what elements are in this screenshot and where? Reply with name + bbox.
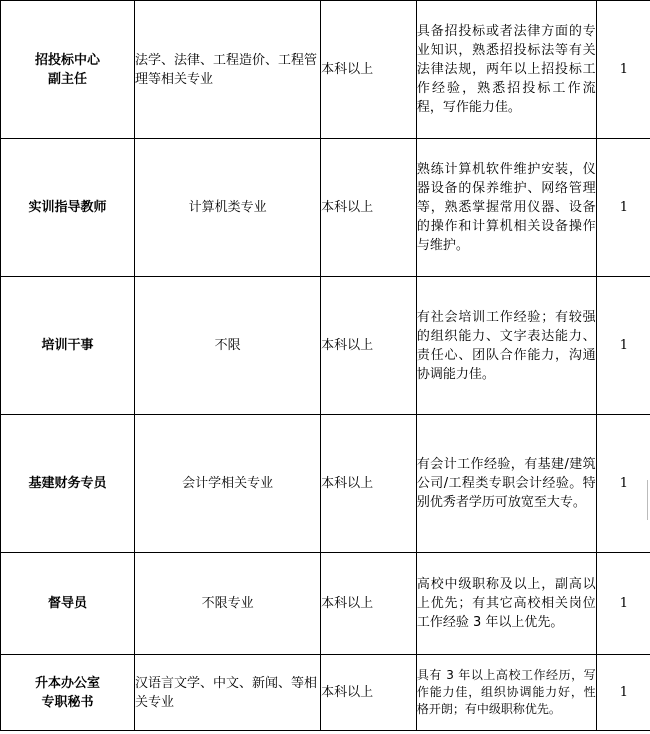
- table-row: [1, 277, 650, 415]
- position-title-line: 基建财务专员: [28, 476, 107, 491]
- headcount-cell: 1: [596, 553, 650, 655]
- headcount-cell: 1: [596, 415, 650, 553]
- requirement-cell: [416, 553, 596, 655]
- position-title-line: 专职秘书: [41, 694, 94, 710]
- position-title-line: 招投标中心: [35, 52, 101, 68]
- position-title-line: 升本办公室: [35, 675, 101, 691]
- table-row: [1, 415, 650, 553]
- position-title-cell: [1, 655, 135, 731]
- degree-cell: 本科以上: [321, 1, 417, 139]
- requirement-cell: [416, 1, 596, 139]
- headcount-cell: 1: [596, 1, 650, 139]
- position-title-cell: [1, 415, 135, 553]
- position-title-line: 督导员: [48, 596, 88, 611]
- position-title-line: 培训干事: [41, 338, 94, 353]
- position-title-line: 副主任: [48, 71, 88, 87]
- requirement-text: 有社会培训工作经验；有较强的组织能力、文字表达能力、责任心、团队合作能力，沟通协调能力佳。: [416, 309, 596, 382]
- requirement-text: 熟练计算机软件维护安装，仪器设备的保养维护、网络管理等，熟悉掌握常用仪器、设备的操作和计算机相关设备操作与维护。: [416, 162, 596, 253]
- table-row: [1, 1, 650, 139]
- table-row: [1, 655, 650, 731]
- requirement-cell: [416, 655, 596, 731]
- major-cell: 法学、法律、工程造价、工程管理等相关专业: [135, 1, 321, 139]
- degree-cell: 本科以上: [321, 415, 417, 553]
- degree-cell: 本科以上: [321, 655, 417, 731]
- headcount-cell: 1: [596, 139, 650, 277]
- major-cell: 不限专业: [135, 553, 321, 655]
- requirement-text: 有会计工作经验，有基建/建筑公司/工程类专职会计经验。特别优秀者学历可放宽至大专。: [416, 457, 596, 510]
- table-row: [1, 139, 650, 277]
- major-cell: 计算机类专业: [135, 139, 321, 277]
- position-title-cell: [1, 553, 135, 655]
- position-title-line: 实训指导教师: [28, 200, 107, 215]
- major-cell: 汉语言文学、中文、新闻、等相关专业: [135, 655, 321, 731]
- position-title-cell: [1, 139, 135, 277]
- requirement-cell: [416, 277, 596, 415]
- requirement-cell: [416, 415, 596, 553]
- major-cell: 会计学相关专业: [135, 415, 321, 553]
- degree-cell: 本科以上: [321, 553, 417, 655]
- position-title-cell: [1, 277, 135, 415]
- degree-cell: 本科以上: [321, 277, 417, 415]
- requirement-cell: [416, 139, 596, 277]
- degree-cell: 本科以上: [321, 139, 417, 277]
- requirement-text: 具备招投标或者法律方面的专业知识，熟悉招投标法等有关法律法规，两年以上招投标工作经验，熟悉招投标工作流程，写作能力佳。: [416, 24, 596, 115]
- position-title-cell: [1, 1, 135, 139]
- table-row: [1, 553, 650, 655]
- headcount-cell: 1: [596, 655, 650, 731]
- requirement-text: 具有 3 年以上高校工作经历，写作能力佳，组织协调能力好，性格开朗；有中级职称优先。: [416, 668, 596, 716]
- major-cell: 不限: [135, 277, 321, 415]
- headcount-cell: 1: [596, 277, 650, 415]
- requirement-text: 高校中级职称及以上，副高以上优先；有其它高校相关岗位工作经验 3 年以上优先。: [416, 577, 596, 630]
